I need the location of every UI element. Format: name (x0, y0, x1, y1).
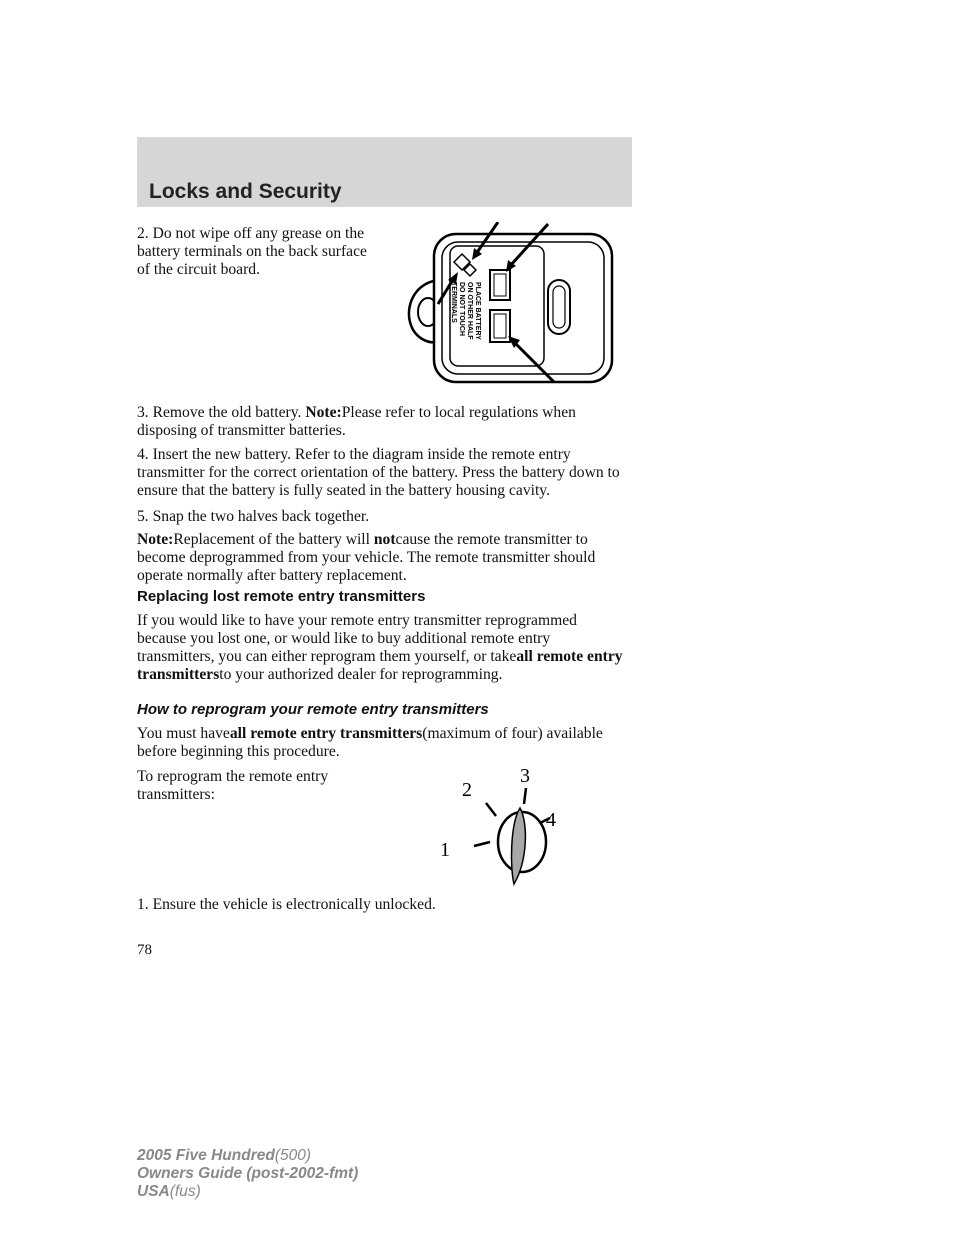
ignition-position-3: 3 (520, 765, 530, 787)
key-fob-battery-diagram (398, 222, 630, 387)
footer-line-1 (137, 1147, 358, 1165)
step-3-main: 3. Remove the old battery. (137, 404, 306, 421)
reprogram-heading: How to reprogram your remote entry transmitters (137, 701, 489, 718)
fob-label-line-2: ON OTHER HALF (466, 282, 473, 340)
lost-text-a: If you would like to have your remote entry transmitter reprogrammed because you lost one, or would like to buy additional remote entry transmitters, you can either reprogram them yourself, or take (137, 612, 577, 665)
footer-model: 2005 Five Hundred (137, 1147, 275, 1164)
step-3-text (137, 404, 627, 440)
ignition-position-1: 1 (440, 839, 450, 861)
battery-note (137, 531, 632, 585)
step-3-note-label: Note: (305, 404, 342, 421)
step-4-text: 4. Insert the new battery. Refer to the diagram inside the remote entry transmitter for the correct orientation of the battery. Press the battery down to ensure that the battery is fully seated in the battery housing cavity. (137, 446, 620, 499)
footer-line-3 (137, 1183, 358, 1201)
step-1-text: 1. Ensure the vehicle is electronically unlocked. (137, 896, 436, 913)
footer-market: USA (137, 1183, 170, 1200)
section-header-band (137, 137, 632, 207)
document-footer (137, 1147, 358, 1201)
ignition-switch-diagram (430, 758, 570, 888)
lost-bold: all remote entry transmitters (137, 648, 623, 683)
must-have-text (137, 725, 627, 761)
footer-model-code: (500) (274, 1147, 312, 1164)
lost-transmitters-heading: Replacing lost remote entry transmitters (137, 588, 426, 605)
must-text-b: (maximum of four) available before beginning this procedure. (137, 725, 603, 760)
page-number: 78 (137, 942, 152, 958)
fob-label-line-1: PLACE BATTERY (474, 282, 481, 340)
lost-text-b: to your authorized dealer for reprogramming. (219, 666, 503, 683)
fob-label-line-3: DO NOT TOUCH (458, 282, 465, 336)
step-5-text: 5. Snap the two halves back together. (137, 508, 370, 525)
footer-line-2 (137, 1165, 358, 1183)
to-reprogram-text: To reprogram the remote entry transmitters: (137, 768, 329, 803)
step-2-text: 2. Do not wipe off any grease on the battery terminals on the back surface of the circuit board. (137, 225, 367, 278)
note-text-b: cause the remote transmitter to become deprogrammed from your vehicle. The remote transmitter should operate normally after battery replacement. (137, 531, 596, 584)
step-3-note-text: Please refer to local regulations when disposing of transmitter batteries. (137, 404, 576, 439)
note-bold: not (373, 531, 396, 548)
note-text-a: Replacement of the battery will (173, 531, 374, 548)
footer-market-code: (fus) (169, 1183, 201, 1200)
ignition-position-2: 2 (462, 779, 472, 801)
ignition-position-4: 4 (546, 809, 556, 831)
note-label: Note: (137, 531, 174, 548)
footer-guide: Owners Guide (post-2002-fmt) (137, 1165, 359, 1182)
section-title: Locks and Security (149, 180, 342, 203)
must-bold: all remote entry transmitters (229, 725, 423, 742)
must-text-a: You must have (137, 725, 230, 742)
lost-transmitters-text (137, 612, 627, 684)
fob-label-line-4: TERMINALS (450, 282, 457, 323)
